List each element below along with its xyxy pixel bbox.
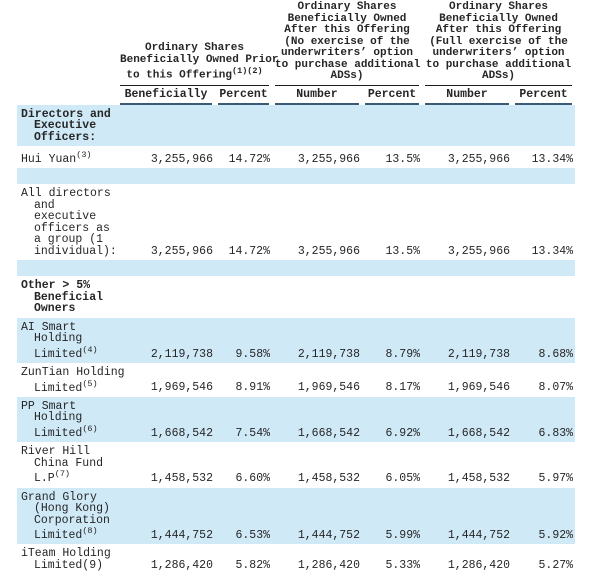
value-cell: 1,444,752 bbox=[117, 488, 215, 545]
text-line: Limited(9) bbox=[34, 558, 104, 572]
subheader-percent-1 bbox=[215, 86, 272, 105]
text-line: Ordinary Shares bbox=[297, 1, 397, 13]
text-line: a group (1 bbox=[34, 233, 104, 247]
table-row bbox=[17, 318, 575, 363]
value-cell: 1,458,532 bbox=[150, 472, 213, 486]
text-line: Limited$^{(8)}$ bbox=[34, 526, 98, 542]
value-cell: 2,119,738 bbox=[117, 318, 215, 363]
subheader-number-4 bbox=[422, 86, 512, 105]
value-cell: 6.60% bbox=[235, 472, 270, 486]
value-cell: 6.92% bbox=[362, 397, 422, 442]
beneficial-ownership-table bbox=[17, 2, 575, 574]
value-cell bbox=[512, 105, 575, 147]
footnote-superscript: (3) bbox=[76, 150, 92, 160]
header-corner bbox=[17, 86, 117, 105]
table-row bbox=[17, 397, 575, 442]
text-line: individual): bbox=[34, 244, 117, 258]
footnote-superscript: (7) bbox=[54, 469, 71, 480]
value-cell: 6.05% bbox=[385, 472, 421, 486]
value-cell: 5.27% bbox=[538, 558, 574, 572]
text-line: Limited$^{(5)}$ bbox=[34, 378, 98, 395]
value-cell: 5.82% bbox=[235, 558, 270, 572]
text-line: AI Smart bbox=[21, 320, 77, 334]
value-cell bbox=[422, 105, 512, 147]
table-row bbox=[17, 544, 575, 574]
value-cell: 3,255,966 bbox=[150, 244, 213, 258]
value-cell: 13.34% bbox=[531, 152, 574, 166]
value-cell: 1,668,542 bbox=[272, 397, 362, 442]
group-header-after-full-exercise bbox=[422, 2, 575, 86]
value-cell: 5.97% bbox=[538, 472, 574, 486]
footnote-superscript: (6) bbox=[82, 423, 98, 434]
text-line: officers as bbox=[34, 221, 110, 235]
text-line: After this Offering bbox=[435, 24, 562, 36]
subheader-label: Number bbox=[425, 86, 509, 105]
text-line: (Full exercise of the bbox=[429, 35, 568, 48]
value-cell: 6.53% bbox=[215, 488, 272, 545]
text-line: ZunTian Holding bbox=[21, 366, 125, 380]
value-cell: 6.83% bbox=[512, 397, 575, 442]
value-cell: 5.99% bbox=[362, 488, 422, 545]
text-line: Holding bbox=[34, 411, 83, 425]
spacer-cell bbox=[17, 260, 575, 276]
text-line: $L.P^{(7)}$ bbox=[34, 469, 71, 486]
text-line: underwriters’ option bbox=[280, 47, 414, 59]
value-cell: 13.5% bbox=[385, 152, 421, 166]
value-cell: 3,255,966 bbox=[150, 152, 213, 166]
subheader-percent-5 bbox=[512, 86, 575, 105]
text-line: Executive bbox=[34, 119, 97, 132]
entity-name-cell bbox=[17, 544, 117, 574]
entity-name-cell bbox=[17, 318, 117, 363]
value-cell: 13.5% bbox=[385, 244, 421, 258]
value-cell: 9.58% bbox=[215, 318, 272, 363]
table-header bbox=[17, 2, 575, 105]
text-line: Beneficially Owned bbox=[439, 12, 558, 25]
footnote-superscript: (1)(2) bbox=[232, 66, 263, 77]
footnote-superscript: (5) bbox=[82, 378, 98, 389]
group-header-prior-offering bbox=[117, 2, 279, 86]
subheader-label: Percent bbox=[218, 86, 269, 105]
value-cell bbox=[362, 276, 422, 318]
section-title-cell bbox=[17, 105, 117, 147]
text-line: executive bbox=[34, 210, 97, 224]
footnote-superscript: (8) bbox=[82, 526, 98, 537]
value-cell: 1,286,420 bbox=[447, 558, 511, 572]
text-line: Ordinary Shares bbox=[144, 42, 245, 55]
entity-name-cell bbox=[17, 146, 117, 168]
entity-name-cell bbox=[17, 184, 117, 260]
value-cell: 8.68% bbox=[512, 318, 575, 363]
value-cell bbox=[117, 276, 215, 318]
value-cell: 14.72% bbox=[228, 244, 270, 258]
text-line: to purchase additional bbox=[275, 58, 421, 71]
value-cell: 1,969,546 bbox=[150, 381, 213, 395]
table-row bbox=[17, 146, 575, 168]
value-cell: 1,286,420 bbox=[297, 558, 360, 572]
entity-name-cell bbox=[17, 488, 117, 545]
value-cell: 14.72% bbox=[228, 152, 270, 166]
text-line: Hui Yuan$^{(3)}$ bbox=[21, 150, 92, 166]
text-line: Grand Glory bbox=[21, 490, 97, 504]
value-cell: 3,255,966 bbox=[297, 244, 360, 258]
text-line: ADSs) bbox=[482, 70, 516, 82]
subheader-label: Percent bbox=[365, 86, 419, 105]
value-cell: 8.79% bbox=[362, 318, 422, 363]
subheader-label: Number bbox=[275, 86, 359, 105]
subheader-number-2 bbox=[272, 86, 362, 105]
value-cell bbox=[272, 276, 362, 318]
text-line: Officers: bbox=[34, 130, 97, 144]
subheader-percent-3 bbox=[362, 86, 422, 105]
text-line: Owners bbox=[34, 302, 76, 316]
table-row bbox=[17, 184, 575, 260]
value-cell: 8.17% bbox=[385, 381, 421, 395]
spacer-row bbox=[17, 260, 575, 276]
text-line: Beneficially Owned Prior bbox=[120, 53, 279, 66]
text-line: All directors bbox=[21, 187, 111, 201]
spacer-cell bbox=[17, 168, 575, 184]
value-cell: 3,255,966 bbox=[297, 152, 360, 166]
text-line: River Hill bbox=[21, 445, 91, 459]
value-cell: 1,444,752 bbox=[272, 488, 362, 545]
value-cell bbox=[512, 276, 575, 318]
text-line: PP Smart bbox=[21, 399, 77, 413]
entity-name-cell bbox=[17, 397, 117, 442]
header-corner bbox=[17, 2, 117, 86]
value-cell bbox=[215, 276, 272, 318]
value-cell bbox=[117, 105, 215, 147]
table-body bbox=[17, 105, 575, 575]
value-cell bbox=[215, 105, 272, 147]
value-cell: 1,668,542 bbox=[117, 397, 215, 442]
group-header-text bbox=[275, 2, 419, 86]
text-line: Corporation bbox=[34, 513, 110, 527]
table-row bbox=[17, 363, 575, 397]
text-line: to this Offering$^{(1)(2)}$ bbox=[126, 66, 263, 82]
group-header-text bbox=[120, 42, 279, 85]
text-line: Beneficially Owned bbox=[287, 12, 407, 25]
group-header-after-no-exercise bbox=[272, 2, 422, 86]
section-row bbox=[17, 105, 575, 147]
group-header-text bbox=[425, 2, 572, 86]
value-cell: 13.34% bbox=[531, 244, 574, 258]
section-row bbox=[17, 276, 575, 318]
text-line: Limited$^{(6)}$ bbox=[34, 423, 98, 440]
entity-name-cell bbox=[17, 442, 117, 487]
value-cell: 8.07% bbox=[538, 381, 574, 395]
value-cell: 2,119,738 bbox=[422, 318, 512, 363]
text-line: Ordinary Shares bbox=[449, 1, 549, 13]
subheader-beneficially-0 bbox=[117, 86, 215, 105]
value-cell bbox=[272, 105, 362, 147]
subheader-label: Beneficially bbox=[120, 86, 212, 105]
entity-name-cell bbox=[17, 363, 125, 397]
value-cell: 1,458,532 bbox=[447, 472, 511, 486]
text-line: Limited$^{(4)}$ bbox=[34, 344, 98, 361]
table-row bbox=[17, 488, 575, 545]
value-cell: 7.54% bbox=[215, 397, 272, 442]
text-line: (No exercise of the bbox=[284, 35, 410, 48]
text-line: to purchase additional bbox=[425, 58, 572, 71]
value-cell: 1,286,420 bbox=[150, 558, 213, 572]
value-cell: 8.91% bbox=[235, 381, 270, 395]
value-cell bbox=[422, 276, 512, 318]
value-cell: 3,255,966 bbox=[447, 152, 511, 166]
subheader-label: Percent bbox=[515, 86, 572, 105]
text-line: ADSs) bbox=[330, 70, 364, 82]
value-cell bbox=[362, 105, 422, 147]
table-row bbox=[17, 442, 575, 487]
value-cell: 1,969,546 bbox=[297, 381, 360, 395]
text-line: (Hong Kong) bbox=[34, 502, 110, 516]
value-cell: 3,255,966 bbox=[447, 244, 511, 258]
text-line: iTeam Holding bbox=[21, 547, 111, 561]
text-line: After this Offering bbox=[284, 24, 410, 36]
text-line: underwriters’ option bbox=[432, 47, 565, 59]
value-cell: 1,969,546 bbox=[447, 381, 511, 395]
value-cell: 1,458,532 bbox=[297, 472, 360, 486]
section-title-cell bbox=[17, 276, 117, 318]
value-cell: 1,444,752 bbox=[422, 488, 512, 545]
footnote-superscript: (4) bbox=[82, 344, 98, 355]
value-cell: 1,668,542 bbox=[422, 397, 512, 442]
value-cell: 2,119,738 bbox=[272, 318, 362, 363]
value-cell: 5.92% bbox=[512, 488, 575, 545]
text-line: Holding bbox=[34, 332, 83, 346]
text-line: Directors and bbox=[21, 107, 111, 121]
value-cell: 5.33% bbox=[385, 558, 421, 572]
spacer-row bbox=[17, 168, 575, 184]
group-header-row bbox=[17, 2, 575, 86]
text-line: Beneficial bbox=[34, 290, 104, 304]
text-line: China Fund bbox=[34, 456, 104, 470]
text-line: Other > 5% bbox=[21, 279, 91, 293]
sub-header-row bbox=[17, 86, 575, 105]
text-line: and bbox=[34, 198, 55, 212]
